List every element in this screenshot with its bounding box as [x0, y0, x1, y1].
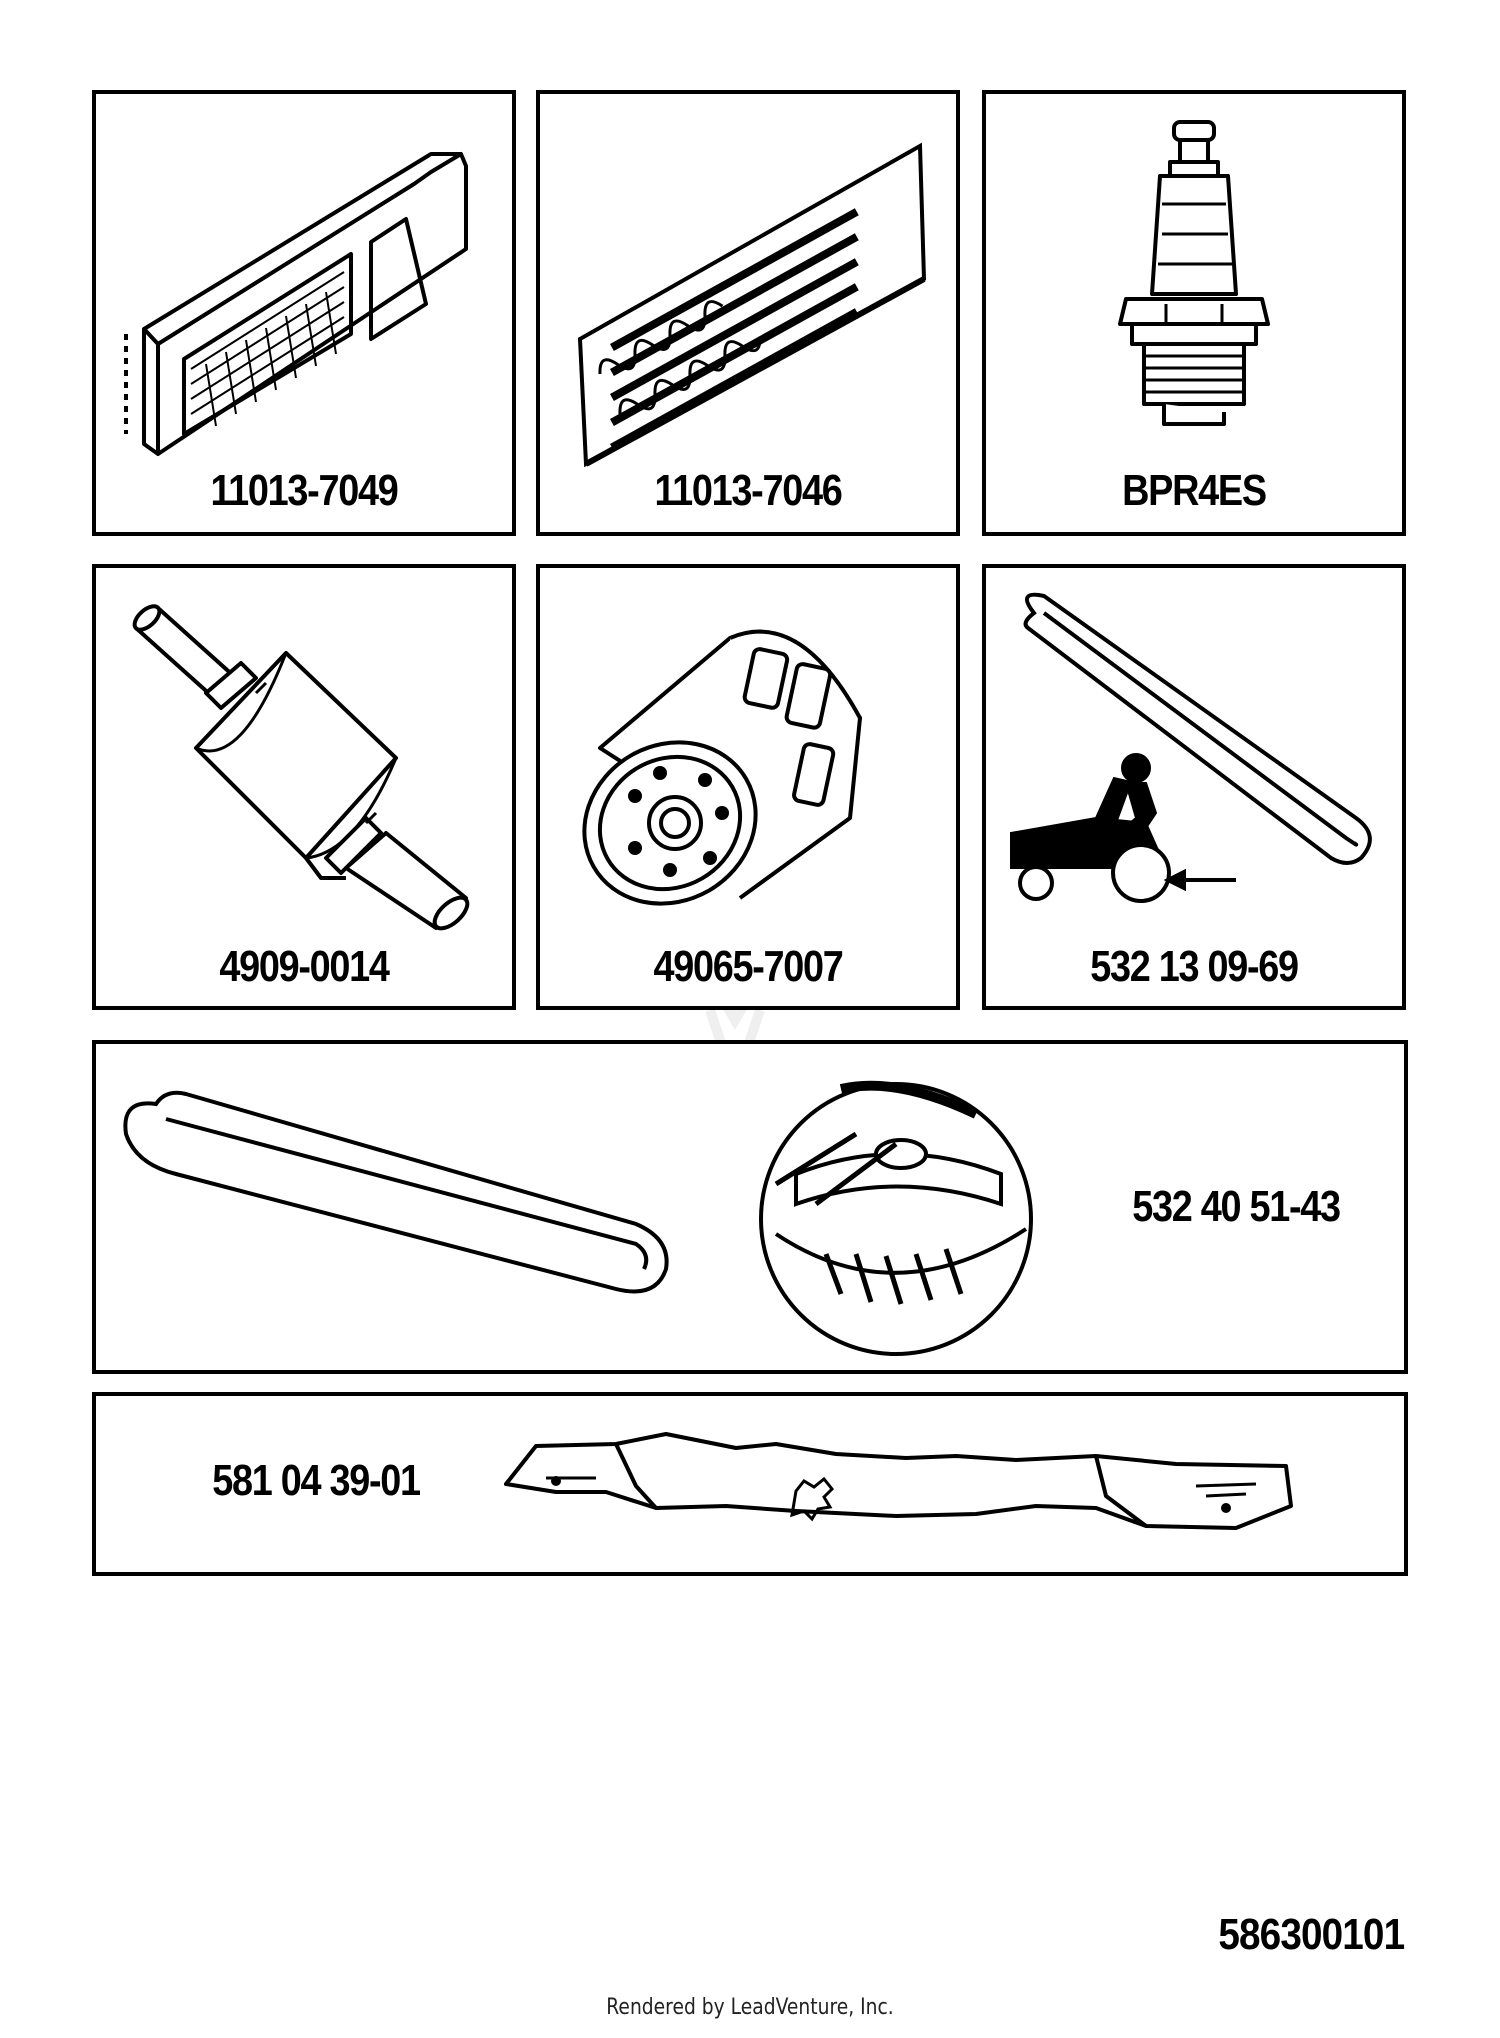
part-cell-pre-filter[interactable] — [536, 90, 960, 536]
part-number-label: 4909-0014 — [219, 942, 389, 991]
part-cell-deck-belt[interactable] — [92, 1040, 1408, 1374]
part-cell-mower-blade[interactable] — [92, 1392, 1408, 1576]
part-number-label: 581 04 39-01 — [212, 1456, 420, 1505]
part-cell-drive-belt[interactable] — [982, 564, 1406, 1010]
part-number-label: BPR4ES — [1122, 466, 1266, 515]
deck-belt-icon — [125, 1093, 666, 1292]
document-id: 586300101 — [1218, 1910, 1404, 1959]
part-cell-air-filter[interactable] — [92, 90, 516, 536]
part-number-label: 49065-7007 — [653, 942, 843, 991]
part-number-label: 11013-7049 — [210, 466, 398, 515]
pulley-icon — [761, 1084, 1031, 1354]
footer-credit: Rendered by LeadVenture, Inc. — [606, 1995, 894, 2020]
part-cell-oil-filter[interactable] — [536, 564, 960, 1010]
part-cell-spark-plug[interactable] — [982, 90, 1406, 536]
part-number-label: 532 13 09-69 — [1090, 942, 1298, 991]
part-number-label: 532 40 51-43 — [1132, 1182, 1340, 1231]
part-cell-fuel-filter[interactable] — [92, 564, 516, 1010]
part-number-label: 11013-7046 — [654, 466, 842, 515]
mower-blade-icon — [96, 1396, 1412, 1580]
